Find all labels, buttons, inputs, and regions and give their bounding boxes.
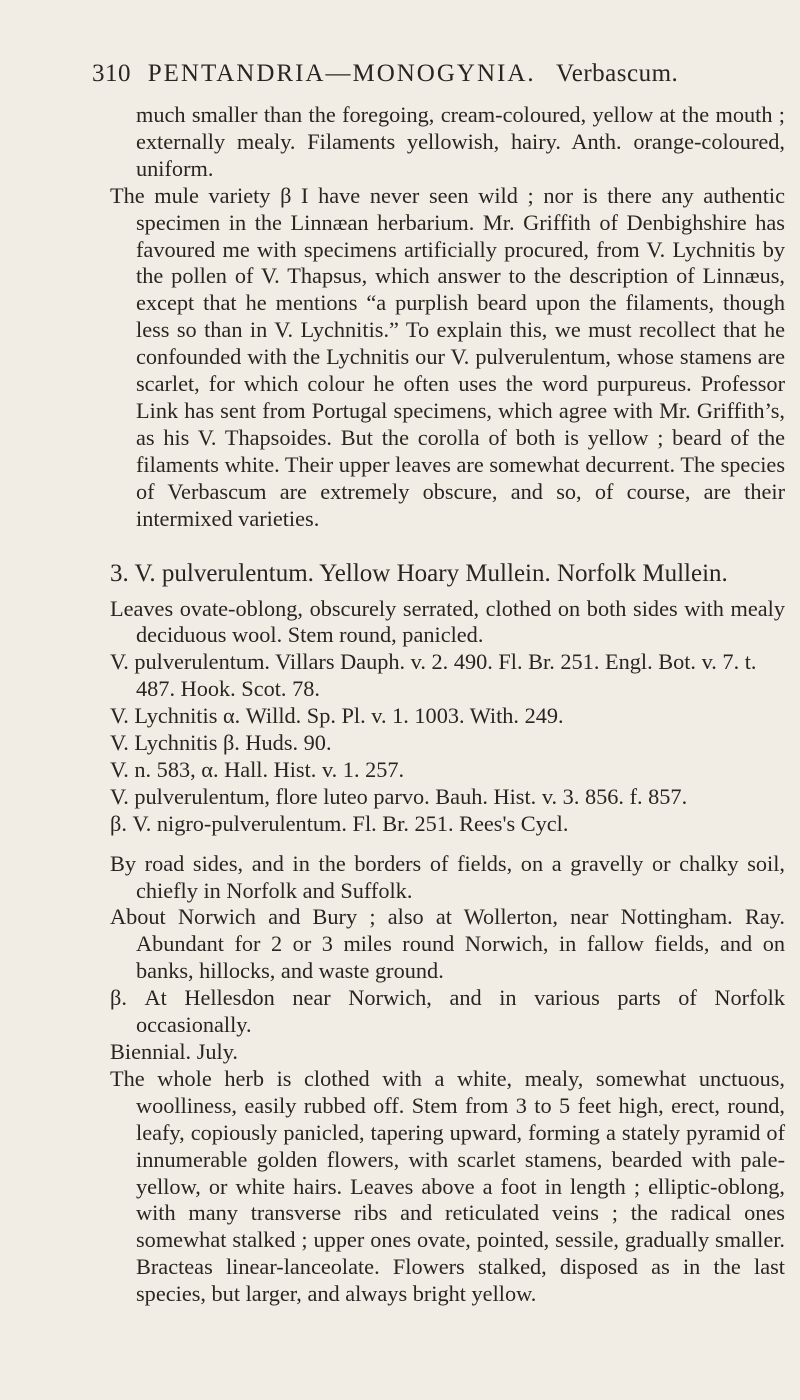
habitat-paragraph: By road sides, and in the borders of fields, on a gravelly or chalky soil, chiefly in Norfolk and Suffolk.: [110, 850, 785, 903]
paragraph-mule-variety: The mule variety β I have never seen wild ; nor is there any authentic specimen in the Linnæan herbarium. Mr. Griffith of Denbighshire has favoured me with specimens artificially procured, from V. Lychnitis by the pollen of V. Thapsus, which answer to the description of Linnæus, except that he mentions “a purplish beard upon the filaments, though less so than in V. Lychnitis.” To explain this, we must recollect that he confounded with the Lychnitis our V. pulverulentum, whose stamens are scarlet, for which colour he often uses the word purpureus. Professor Link has sent from Portugal specimens, which agree with Mr. Griffith’s, as his V. Thapsoides. But the corolla of both is yellow ; beard of the filaments white. Their upper leaves are somewhat decurrent. The species of Verbascum are extremely obscure, and so, of course, are their intermixed varieties.: [110, 182, 785, 531]
synonym-line: V. n. 583, α. Hall. Hist. v. 1. 257.: [110, 756, 405, 782]
description-paragraph: The whole herb is clothed with a white, mealy, somewhat unctuous, woolliness, easily rubbed off. Stem from 3 to 5 feet high, erect, round, leafy, copiously panicled, tapering upward, forming a stately pyramid of innumerable golden flowers, with scarlet stamens, bearded with pale-yellow, or white hairs. Leaves above a foot in length ; elliptic-oblong, with many transverse ribs and reticulated veins ; the radical ones somewhat stalked ; upper ones ovate, pointed, sessile, gradually smaller. Bracteas linear-lanceolate. Flowers stalked, disposed as in the last species, but larger, and always bright yellow.: [110, 1065, 785, 1307]
species-heading: 3. V. pulverulentum. Yellow Hoary Mullein. Norfolk Mullein.: [110, 559, 728, 587]
locality-paragraph: About Norwich and Bury ; also at Wollerton, near Nottingham. Ray. Abundant for 2 or 3 miles round Norwich, in fallow fields, and on banks, hillocks, and waste ground.: [110, 904, 785, 984]
synonym-line: β. V. nigro-pulverulentum. Fl. Br. 251. Rees's Cycl.: [110, 810, 569, 836]
running-title: PENTANDRIA—MONOGYNIA.: [147, 60, 536, 87]
page-body: [110, 102, 785, 1308]
synonym-line: V. pulverulentum, flore luteo parvo. Bauh. Hist. v. 3. 856. f. 857.: [110, 783, 688, 809]
paragraph-continued: much smaller than the foregoing, cream-coloured, yellow at the mouth ; externally mealy. Filaments yellowish, hairy. Anth. orange-coloured, uniform.: [136, 102, 785, 181]
duration-line: Biennial. July.: [110, 1039, 238, 1064]
running-header: [92, 60, 792, 88]
locality-variety-paragraph: β. At Hellesdon near Norwich, and in various parts of Norfolk occasionally.: [110, 985, 785, 1038]
species-diagnosis: Leaves ovate-oblong, obscurely serrated, clothed on both sides with mealy deciduous wool. Stem round, panicled.: [110, 595, 785, 648]
running-genus: Verbascum.: [555, 60, 679, 87]
synonym-line: V. Lychnitis β. Huds. 90.: [110, 730, 332, 756]
page-number: 310: [92, 60, 131, 87]
synonym-line: V. Lychnitis α. Willd. Sp. Pl. v. 1. 1003. With. 249.: [110, 703, 564, 729]
synonym-line: V. pulverulentum. Villars Dauph. v. 2. 490. Fl. Br. 251. Engl. Bot. v. 7. t. 487. Hook. Scot. 78.: [110, 649, 757, 702]
